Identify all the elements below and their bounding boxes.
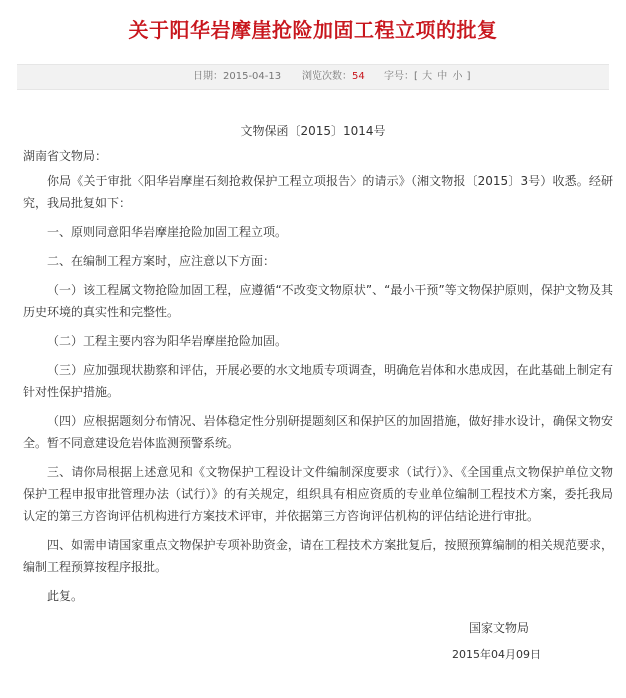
issue-date: 2015年04月09日 [452,648,541,661]
views-label: 浏览次数： [302,71,352,82]
salutation: 湖南省文物局： [23,149,108,163]
bracket-close: ] [466,71,471,82]
bracket-open: [ [414,71,418,82]
page-title: 关于阳华岩摩崖抢险加固工程立项的批复 [128,18,498,42]
publish-date [193,65,281,89]
view-count [302,65,365,89]
font-size-large-button[interactable]: 大 [422,71,433,82]
paragraph: 四、如需申请国家重点文物保护专项补助资金，请在工程技术方案批复后，按照预算编制的相关规范要求，编制工程预算按程序报批。 [23,538,613,574]
issuing-authority: 国家文物局 [469,621,530,635]
paragraph: （二）工程主要内容为阳华岩摩崖抢险加固。 [47,334,288,348]
article-body [23,145,613,614]
font-size-switcher [384,65,471,89]
date-value: 2015-04-13 [223,71,282,82]
paragraph: 你局《关于审批〈阳华岩摩崖石刻抢救保护工程立项报告〉的请示》（湘文物报〔2015〕3号）收悉。经研究，我局批复如下： [23,174,613,210]
paragraph: 二、在编制工程方案时，应注意以下方面： [47,254,276,268]
font-size-small-button[interactable]: 小 [452,71,463,82]
views-value: 54 [352,71,365,82]
font-size-medium-button[interactable]: 中 [437,71,448,82]
paragraph: 三、请你局根据上述意见和《文物保护工程设计文件编制深度要求（试行）》、《全国重点文物保护单位文物保护工程申报审批管理办法（试行）》的有关规定，组织具有相应资质的专业单位编制工程技术方案，委托我局认定的第三方咨询评估机构进行方案技术评审，并依据第三方咨询评估机构的评估结论进行审批。 [23,465,613,523]
paragraph: 一、原则同意阳华岩摩崖抢险加固工程立项。 [47,225,288,239]
article-meta-bar [17,64,609,90]
paragraph: （一）该工程属文物抢险加固工程，应遵循“不改变文物原状”、“最小干预”等文物保护原则，保护文物及其历史环境的真实性和完整性。 [23,283,613,319]
document-number: 文物保函〔2015〕1014号 [240,124,386,138]
paragraph: （四）应根据题刻分布情况、岩体稳定性分别研提题刻区和保护区的加固措施，做好排水设计，确保文物安全。暂不同意建设危岩体监测预警系统。 [23,414,613,450]
date-label: 日期： [193,71,223,82]
closing-remark: 此复。 [47,589,84,603]
paragraph: （三）应加强现状勘察和评估，开展必要的水文地质专项调查，明确危岩体和水患成因，在此基础上制定有针对性保护措施。 [23,363,613,399]
font-size-label: 字号： [384,71,414,82]
